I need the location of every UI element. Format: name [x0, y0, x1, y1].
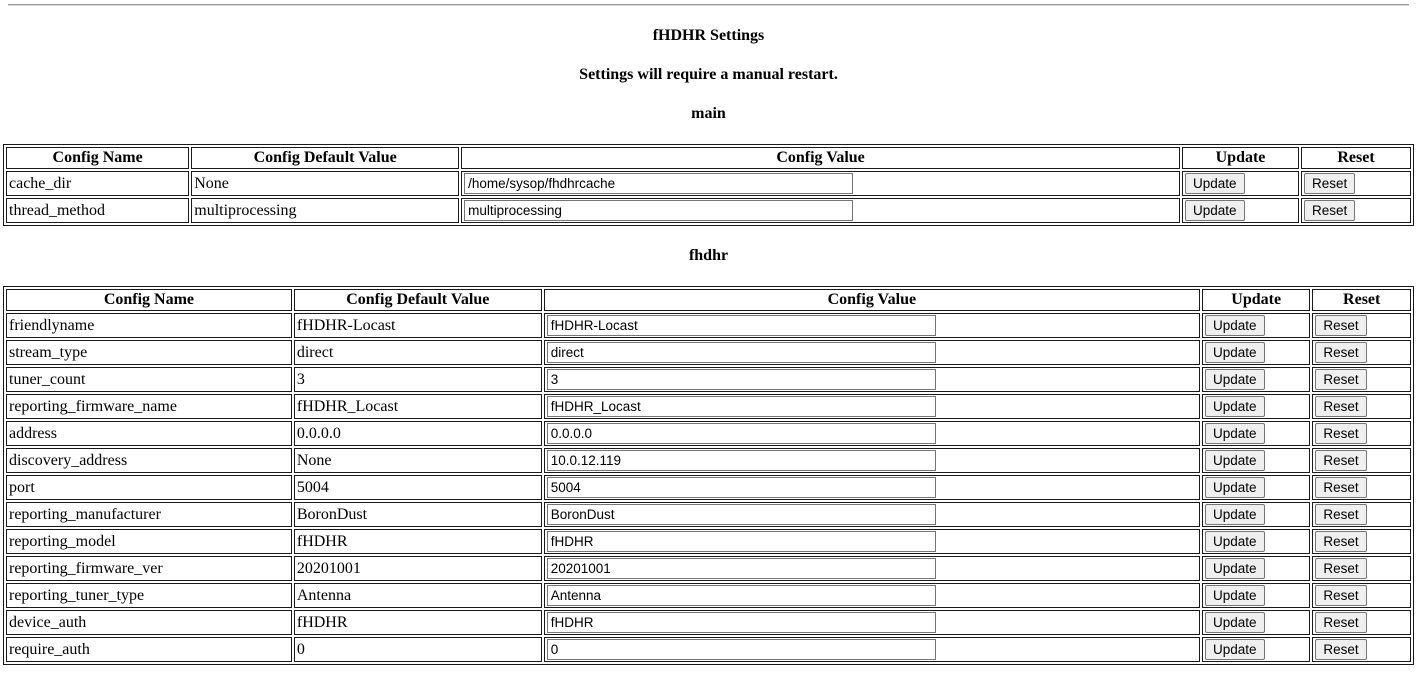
reset-cell [1312, 583, 1411, 608]
reporting_firmware_ver-reset-button[interactable]: Reset [1315, 558, 1366, 579]
cache_dir-reset-button[interactable]: Reset [1304, 173, 1355, 194]
friendlyname-reset-button[interactable]: Reset [1315, 315, 1366, 336]
update-cell [1202, 529, 1310, 554]
port-value-input[interactable] [547, 477, 936, 498]
config-row-reporting_model [6, 529, 1411, 554]
update-cell [1202, 610, 1310, 635]
stream_type-update-button[interactable]: Update [1205, 342, 1265, 363]
config-name-cell: reporting_firmware_ver [6, 556, 292, 581]
address-value-input[interactable] [547, 423, 936, 444]
reporting_firmware_ver-update-button[interactable]: Update [1205, 558, 1265, 579]
reporting_firmware_name-reset-button[interactable]: Reset [1315, 396, 1366, 417]
update-cell [1202, 367, 1310, 392]
update-cell [1202, 340, 1310, 365]
config-value-cell [544, 448, 1200, 473]
config-row-reporting_manufacturer [6, 502, 1411, 527]
discovery_address-update-button[interactable]: Update [1205, 450, 1265, 471]
thread_method-value-input[interactable] [464, 200, 853, 221]
config-value-cell [461, 198, 1180, 223]
config-name-cell: tuner_count [6, 367, 292, 392]
update-cell [1202, 475, 1310, 500]
reporting_firmware_ver-value-input[interactable] [547, 558, 936, 579]
tuner_count-reset-button[interactable]: Reset [1315, 369, 1366, 390]
reporting_manufacturer-reset-button[interactable]: Reset [1315, 504, 1366, 525]
column-header-default: Config Default Value [191, 147, 459, 169]
reset-cell [1312, 529, 1411, 554]
reporting_tuner_type-value-input[interactable] [547, 585, 936, 606]
cache_dir-value-input[interactable] [464, 173, 853, 194]
update-cell [1202, 313, 1310, 338]
device_auth-value-input[interactable] [547, 612, 936, 633]
config-name-cell: device_auth [6, 610, 292, 635]
config-default-cell: fHDHR_Locast [294, 394, 542, 419]
config-value-cell [544, 556, 1200, 581]
page-subtitle: Settings will require a manual restart. [579, 66, 838, 83]
discovery_address-value-input[interactable] [547, 450, 936, 471]
config-table-main [3, 144, 1414, 226]
reset-cell [1312, 367, 1411, 392]
port-update-button[interactable]: Update [1205, 477, 1265, 498]
column-header-name: Config Name [6, 289, 292, 311]
config-default-cell: 20201001 [294, 556, 542, 581]
config-default-cell: 3 [294, 367, 542, 392]
stream_type-reset-button[interactable]: Reset [1315, 342, 1366, 363]
config-name-cell: reporting_tuner_type [6, 583, 292, 608]
reporting_tuner_type-reset-button[interactable]: Reset [1315, 585, 1366, 606]
update-cell [1202, 556, 1310, 581]
reset-cell [1312, 637, 1411, 662]
update-cell [1202, 502, 1310, 527]
device_auth-update-button[interactable]: Update [1205, 612, 1265, 633]
config-default-cell: multiprocessing [191, 198, 459, 223]
config-name-cell: reporting_manufacturer [6, 502, 292, 527]
update-cell [1202, 583, 1310, 608]
config-name-cell: address [6, 421, 292, 446]
config-row-require_auth [6, 637, 1411, 662]
config-name-cell: require_auth [6, 637, 292, 662]
config-value-cell [544, 421, 1200, 446]
column-header-value: Config Value [461, 147, 1180, 169]
config-table-header-row [6, 289, 1411, 311]
config-row-reporting_firmware_name [6, 394, 1411, 419]
config-value-cell [544, 583, 1200, 608]
config-row-reporting_tuner_type [6, 583, 1411, 608]
update-cell [1182, 198, 1299, 223]
reset-cell [1301, 171, 1411, 196]
config-default-cell: direct [294, 340, 542, 365]
tuner_count-update-button[interactable]: Update [1205, 369, 1265, 390]
reporting_model-value-input[interactable] [547, 531, 936, 552]
config-default-cell: fHDHR [294, 529, 542, 554]
top-divider [8, 4, 1409, 6]
config-name-cell: cache_dir [6, 171, 189, 196]
config-default-cell: 0.0.0.0 [294, 421, 542, 446]
friendlyname-update-button[interactable]: Update [1205, 315, 1265, 336]
config-name-cell: friendlyname [6, 313, 292, 338]
column-header-update: Update [1182, 147, 1299, 169]
reporting_firmware_name-value-input[interactable] [547, 396, 936, 417]
reporting_manufacturer-update-button[interactable]: Update [1205, 504, 1265, 525]
column-header-value: Config Value [544, 289, 1200, 311]
column-header-default: Config Default Value [294, 289, 542, 311]
update-cell [1202, 448, 1310, 473]
reset-cell [1312, 313, 1411, 338]
config-row-stream_type [6, 340, 1411, 365]
column-header-reset: Reset [1312, 289, 1411, 311]
reporting_model-update-button[interactable]: Update [1205, 531, 1265, 552]
config-name-cell: discovery_address [6, 448, 292, 473]
address-update-button[interactable]: Update [1205, 423, 1265, 444]
update-cell [1202, 421, 1310, 446]
config-value-cell [544, 313, 1200, 338]
config-row-port [6, 475, 1411, 500]
device_auth-reset-button[interactable]: Reset [1315, 612, 1366, 633]
config-value-cell [544, 610, 1200, 635]
require_auth-update-button[interactable]: Update [1205, 639, 1265, 660]
update-cell [1182, 171, 1299, 196]
stream_type-value-input[interactable] [547, 342, 936, 363]
config-default-cell: 5004 [294, 475, 542, 500]
config-default-cell: None [294, 448, 542, 473]
reporting_model-reset-button[interactable]: Reset [1315, 531, 1366, 552]
config-value-cell [544, 475, 1200, 500]
require_auth-value-input[interactable] [547, 639, 936, 660]
section-heading-fhdhr: fhdhr [688, 247, 729, 264]
config-table-fhdhr [3, 286, 1414, 665]
reset-cell [1312, 340, 1411, 365]
reset-cell [1312, 448, 1411, 473]
column-header-update: Update [1202, 289, 1310, 311]
config-row-cache_dir [6, 171, 1411, 196]
update-cell [1202, 394, 1310, 419]
config-default-cell: fHDHR-Locast [294, 313, 542, 338]
config-value-cell [544, 340, 1200, 365]
config-table-header-row [6, 147, 1411, 169]
reset-cell [1312, 475, 1411, 500]
config-name-cell: thread_method [6, 198, 189, 223]
reset-cell [1301, 198, 1411, 223]
config-row-reporting_firmware_ver [6, 556, 1411, 581]
thread_method-reset-button[interactable]: Reset [1304, 200, 1355, 221]
config-row-address [6, 421, 1411, 446]
config-row-friendlyname [6, 313, 1411, 338]
column-header-reset: Reset [1301, 147, 1411, 169]
config-default-cell: fHDHR [294, 610, 542, 635]
require_auth-reset-button[interactable]: Reset [1315, 639, 1366, 660]
reset-cell [1312, 610, 1411, 635]
config-value-cell [461, 171, 1180, 196]
update-cell [1202, 637, 1310, 662]
config-row-discovery_address [6, 448, 1411, 473]
tuner_count-value-input[interactable] [547, 369, 936, 390]
config-name-cell: reporting_firmware_name [6, 394, 292, 419]
config-default-cell: None [191, 171, 459, 196]
config-name-cell: port [6, 475, 292, 500]
sections [3, 105, 1414, 665]
reporting_tuner_type-update-button[interactable]: Update [1205, 585, 1265, 606]
config-value-cell [544, 637, 1200, 662]
reset-cell [1312, 556, 1411, 581]
config-default-cell: Antenna [294, 583, 542, 608]
config-value-cell [544, 529, 1200, 554]
reset-cell [1312, 394, 1411, 419]
config-default-cell: BoronDust [294, 502, 542, 527]
address-reset-button[interactable]: Reset [1315, 423, 1366, 444]
config-row-thread_method [6, 198, 1411, 223]
discovery_address-reset-button[interactable]: Reset [1315, 450, 1366, 471]
column-header-name: Config Name [6, 147, 189, 169]
config-name-cell: reporting_model [6, 529, 292, 554]
config-value-cell [544, 394, 1200, 419]
friendlyname-value-input[interactable] [547, 315, 936, 336]
config-value-cell [544, 367, 1200, 392]
cache_dir-update-button[interactable]: Update [1185, 173, 1245, 194]
reset-cell [1312, 421, 1411, 446]
section-heading-main: main [691, 105, 726, 122]
port-reset-button[interactable]: Reset [1315, 477, 1366, 498]
config-default-cell: 0 [294, 637, 542, 662]
page-title: fHDHR Settings [652, 27, 765, 44]
config-name-cell: stream_type [6, 340, 292, 365]
reporting_firmware_name-update-button[interactable]: Update [1205, 396, 1265, 417]
reporting_manufacturer-value-input[interactable] [547, 504, 936, 525]
thread_method-update-button[interactable]: Update [1185, 200, 1245, 221]
config-row-tuner_count [6, 367, 1411, 392]
config-value-cell [544, 502, 1200, 527]
reset-cell [1312, 502, 1411, 527]
config-row-device_auth [6, 610, 1411, 635]
